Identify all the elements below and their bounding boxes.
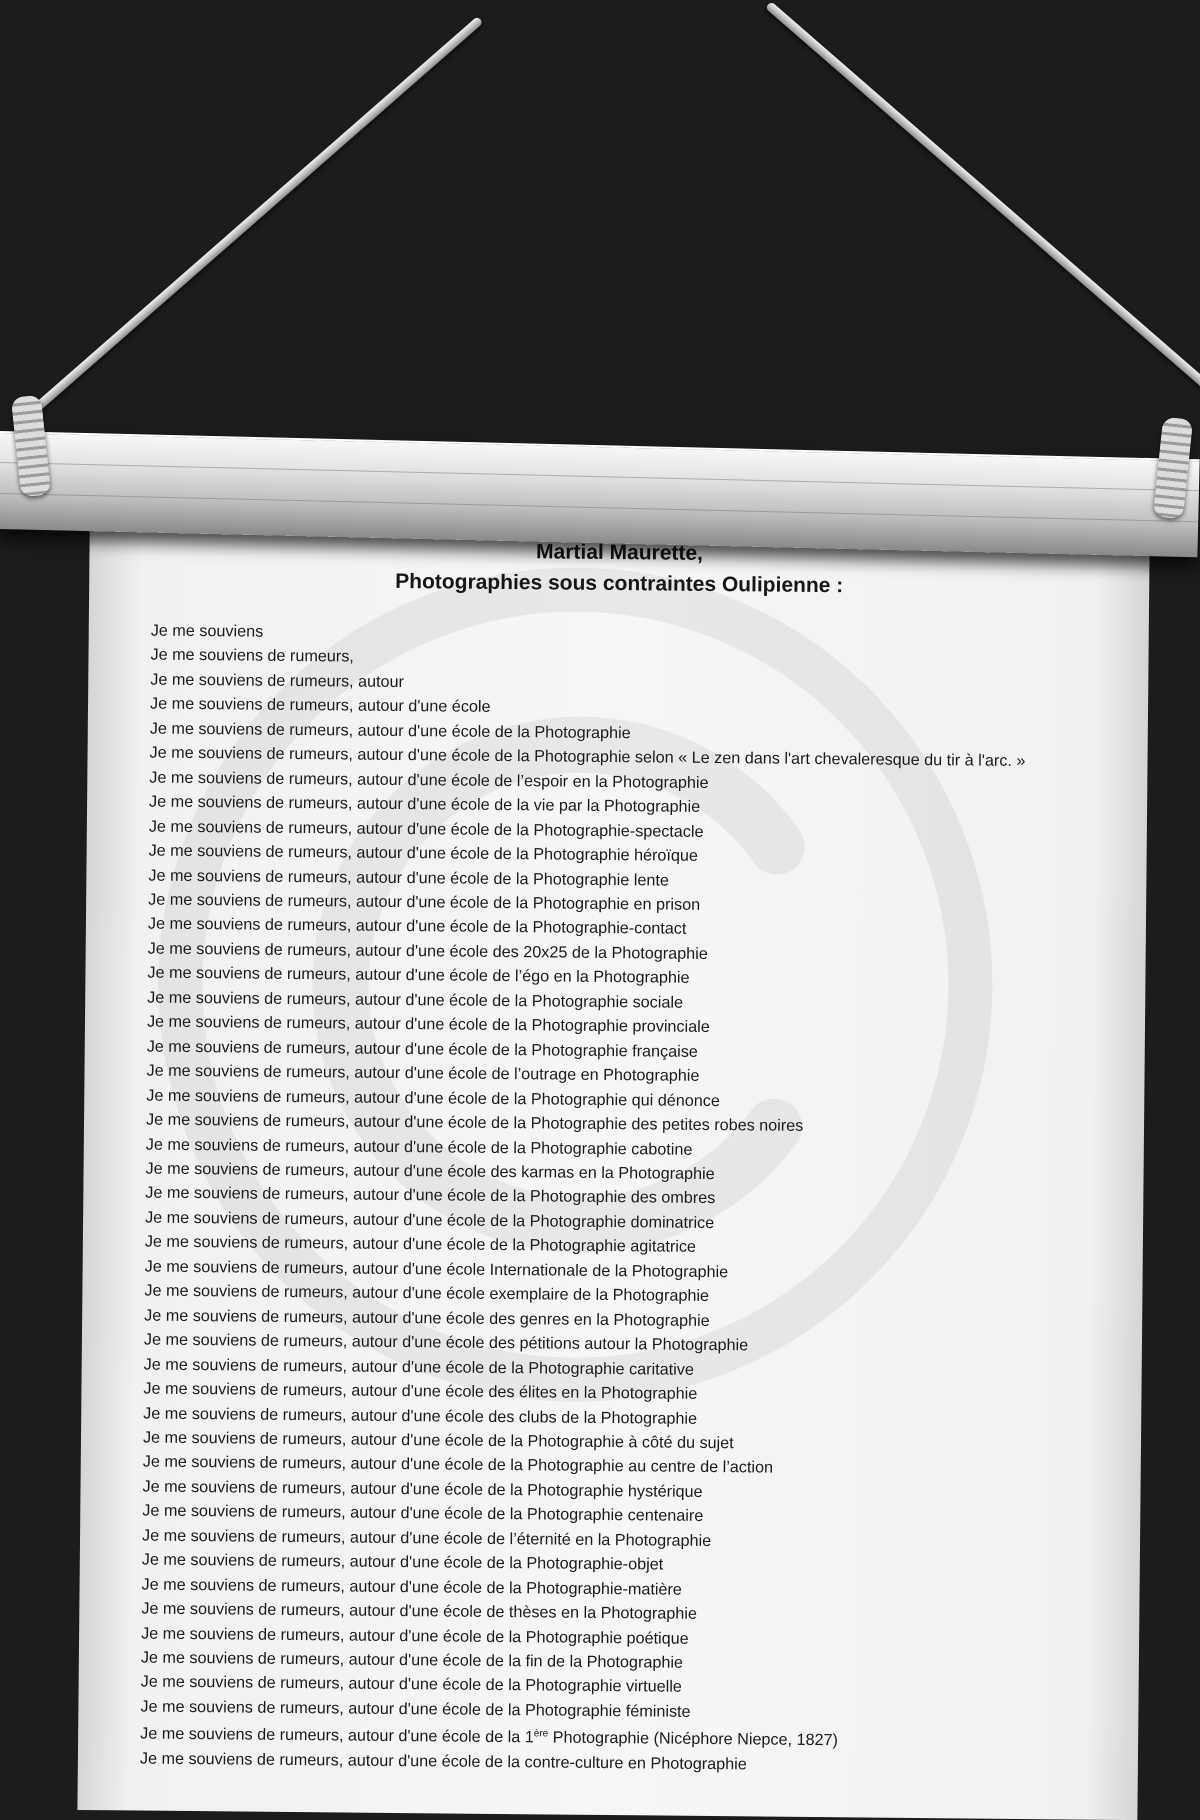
poem-line: Je me souviens de rumeurs, autour d'une école de la Photographie-matière (141, 1575, 682, 1599)
poem-line: Je me souviens de rumeurs, autour d'une école de la Photographie française (146, 1037, 698, 1061)
poem-line: Je me souviens de rumeurs, autour d'une école de l’outrage en Photographie (146, 1061, 700, 1086)
poem-line: Je me souviens de rumeurs, autour d'une école de la Photographie selon « Le zen dans l'art chevaleresque du tir à l'arc. » (149, 743, 1026, 771)
poem-line: Je me souviens de rumeurs, autour d'une école de la Photographie hystérique (142, 1477, 703, 1501)
poem-line: Je me souviens de rumeurs, autour d'une école exemplaire de la Photographie (144, 1281, 710, 1306)
poem-line: Je me souviens de rumeurs, autour d'une école des clubs de la Photographie (143, 1404, 698, 1428)
line-text-before: Je me souviens de rumeurs, autour d'une école de la 1 (140, 1724, 534, 1747)
poem-line: Je me souviens de rumeurs, autour d'une école de la Photographie héroïque (148, 841, 699, 865)
hanging-cord-right (765, 1, 1200, 412)
poem-line: Je me souviens de rumeurs, autour d'une école de la Photographie virtuelle (140, 1673, 682, 1697)
poem-line: Je me souviens de rumeurs, autour d'une école (149, 694, 491, 717)
poem-line: Je me souviens de rumeurs, autour d'une école de la Photographie centenaire (142, 1501, 704, 1526)
poem-line: Je me souviens de rumeurs, autour d'une école de l’égo en la Photographie (147, 963, 690, 988)
poem-line: Je me souviens de rumeurs, autour d'une école de la Photographie à côté du sujet (142, 1428, 734, 1453)
poem-line: Je me souviens de rumeurs, autour d'une école de la Photographie dominatrice (145, 1208, 715, 1232)
poem-line: Je me souviens de rumeurs, autour d'une école de la Photographie (149, 719, 631, 743)
poem-line: Je me souviens de rumeurs, autour d'une école de la Photographie féministe (140, 1697, 691, 1721)
poem-line: Je me souviens de rumeurs, autour d'une école de la Photographie caritative (143, 1355, 694, 1379)
poem-line: Je me souviens de rumeurs, autour d'une école de la Photographie-objet (141, 1550, 664, 1574)
poem-line: Je me souviens de rumeurs, autour (150, 670, 405, 691)
poem-line: Je me souviens de rumeurs, autour d'une école de l’éternité en la Photographie (141, 1526, 712, 1550)
poem-line: Je me souviens de rumeurs, autour d'une école de la Photographie lente (148, 866, 669, 890)
poem-line: Je me souviens de rumeurs, autour d'une école des pétitions autour la Photographie (143, 1330, 749, 1355)
paper-scroll (77, 500, 1150, 1820)
poem-line: Je me souviens de rumeurs, autour d'une école des élites en la Photographie (143, 1379, 698, 1403)
poem-line: Je me souviens de rumeurs, autour d'une école de la fin de la Photographie (140, 1648, 684, 1672)
poem-line: Je me souviens de rumeurs, autour d'une école des 20x25 de la Photographie (147, 939, 708, 963)
poem-line: Je me souviens de rumeurs, autour d'une école de la Photographie en prison (148, 890, 701, 914)
poem-line: Je me souviens de rumeurs, autour d'une école de la Photographie poétique (141, 1624, 689, 1648)
poem-line: Je me souviens de rumeurs, autour d'une école de la Photographie au centre de l’action (142, 1452, 774, 1478)
poem-line: Je me souviens de rumeurs, autour d'une école de la Photographie cabotine (145, 1135, 693, 1159)
poem-line-last: Je me souviens de rumeurs, autour d'une école de la contre-culture en Photographie (139, 1749, 747, 1774)
poem-line: Je me souviens de rumeurs, autour d'une école de la Photographie-contact (147, 915, 687, 939)
hanging-cord-left (17, 16, 483, 426)
poem-line: Je me souviens de rumeurs, autour d'une école de thèses en la Photographie (141, 1599, 698, 1624)
poem-line: Je me souviens de rumeurs, autour d'une école de la Photographie provinciale (146, 1012, 710, 1037)
poem-line: Je me souviens de rumeurs, autour d'une école Internationale de la Photographie (144, 1257, 729, 1281)
poem-line: Je me souviens (150, 621, 264, 641)
poem-line: Je me souviens de rumeurs, (150, 646, 354, 666)
poem-line: Je me souviens de rumeurs, autour d'une école de la Photographie agitatrice (144, 1232, 697, 1257)
line-text-after: Photographie (Nicéphore Niepce, 1827) (548, 1728, 839, 1750)
poem-line: Je me souviens de rumeurs, autour d'une école de la vie par la Photographie (149, 792, 701, 817)
poem-line: Je me souviens de rumeurs, autour d'une école de la Photographie des petites robes noires (145, 1110, 804, 1135)
poem-line: Je me souviens de rumeurs, autour d'une école de la Photographie qui dénonce (146, 1086, 720, 1110)
poem-line: Je me souviens de rumeurs, autour d'une école des genres en la Photographie (144, 1306, 710, 1330)
poem-line: Je me souviens de rumeurs, autour d'une école de la Photographie des ombres (145, 1183, 716, 1208)
poem-lines (140, 619, 1101, 1780)
title-line-author: Martial Maurette, (535, 540, 704, 565)
poem-line: Je me souviens de rumeurs, autour d'une école de la Photographie-spectacle (148, 817, 704, 841)
ordinal-superscript: ère (533, 1728, 549, 1740)
title-line-subtitle: Photographies sous contraintes Oulipienne : (395, 569, 844, 598)
poem-line: Je me souviens de rumeurs, autour d'une école de la Photographie sociale (147, 988, 684, 1012)
poem-line: Je me souviens de rumeurs, autour d'une école de l’espoir en la Photographie (149, 768, 709, 792)
poem-line: Je me souviens de rumeurs, autour d'une école des karmas en la Photographie (145, 1159, 715, 1183)
